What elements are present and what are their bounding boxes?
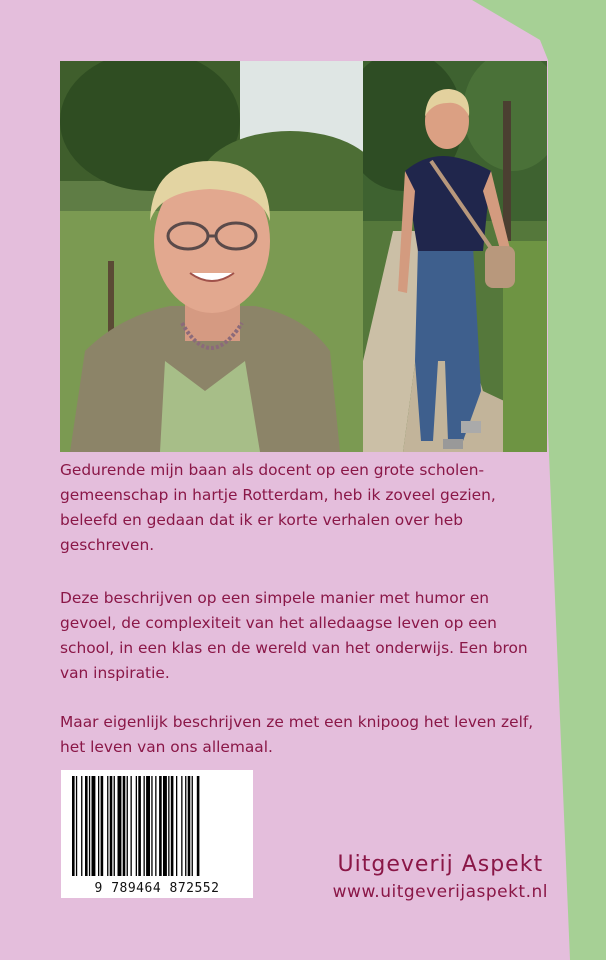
barcode-bar <box>185 776 186 876</box>
barcode-bar <box>136 776 137 876</box>
barcode-bar <box>188 776 191 876</box>
barcode-bar <box>131 776 132 876</box>
barcode-bars <box>70 776 244 876</box>
barcode-bar <box>110 776 113 876</box>
barcode-bar <box>181 776 182 876</box>
barcode-bar <box>81 776 82 876</box>
barcode-bar <box>85 776 88 876</box>
barcode-bar <box>114 776 115 876</box>
publisher-name: Uitgeverij Aspekt <box>337 852 544 877</box>
author-portrait-photo <box>60 61 363 452</box>
barcode-bar <box>92 776 96 876</box>
publisher-url: www.uitgeverijaspekt.nl <box>332 882 548 902</box>
blurb-paragraph: Deze beschrijven op een simpele manier met humor en gevoel, de complexiteit van het alledaagse leven op een school, in een klas en de wereld van het onderwijs. Een bron van inspiratie. <box>60 589 528 682</box>
barcode-bar <box>138 776 141 876</box>
barcode-bar <box>171 776 174 876</box>
barcode-bar <box>107 776 108 876</box>
author-walking-photo <box>363 61 547 452</box>
barcode-bar <box>76 776 77 876</box>
publisher-block <box>333 850 548 904</box>
barcode-bar <box>123 776 126 876</box>
barcode-bar <box>151 776 152 876</box>
barcode-bar <box>144 776 145 876</box>
barcode-bar <box>163 776 167 876</box>
barcode-bar <box>159 776 162 876</box>
isbn-number: 9 789464 872552 <box>94 881 220 896</box>
barcode-bar <box>89 776 90 876</box>
barcode-bar <box>101 776 104 876</box>
barcode-bar <box>192 776 193 876</box>
barcode-bar <box>168 776 169 876</box>
barcode-bar <box>176 776 177 876</box>
barcode-bar <box>118 776 122 876</box>
barcode-bar <box>98 776 99 876</box>
blurb-paragraph: Maar eigenlijk beschrijven ze met een knipoog het leven zelf, het leven van ons allemaal. <box>60 713 534 756</box>
blurb-paragraph: Gedurende mijn baan als docent op een grote scholen-gemeenschap in hartje Rotterdam, heb ik zoveel gezien, beleefd en gedaan dat ik er korte verhalen over heb geschreven. <box>60 461 496 554</box>
barcode-bar <box>197 776 200 876</box>
barcode-bar <box>72 776 75 876</box>
isbn-barcode <box>61 770 253 898</box>
barcode-bar <box>146 776 150 876</box>
barcode-bar <box>155 776 156 876</box>
barcode-bar <box>127 776 128 876</box>
